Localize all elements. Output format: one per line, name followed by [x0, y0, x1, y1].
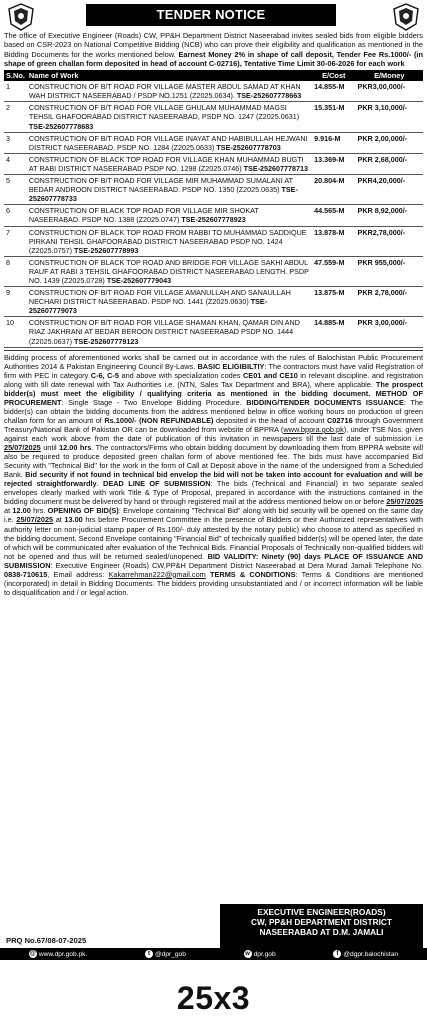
- government-emblem-icon: [389, 2, 423, 32]
- method-label: METHOD OF PROCUREMENT: [4, 388, 423, 407]
- work-name: CONSTRUCTION OF BLACK TOP ROAD FOR VILLAGE KHAN MUHAMMAD BUGTI AT RABI DISTRICT NASEERABAD PSDP NO. 1298 (Z2025.0746): [28, 154, 304, 173]
- table-row: [4, 256, 423, 286]
- body-p3c: deposited in the head of account: [215, 415, 325, 425]
- tender-fee: Rs.1000/- (NON REFUNDABLE): [104, 415, 214, 425]
- signature-line-3: NASEERABAD AT D.M. JAMALI: [259, 927, 384, 937]
- table-row: [4, 226, 423, 256]
- cell-emoney: PKR 2,68,000/-: [357, 154, 408, 164]
- cell-sno: 9: [6, 288, 10, 298]
- cell-emoney: PKR 2,00,000/-: [357, 133, 408, 143]
- signature-line-1: EXECUTIVE ENGINEER(ROADS): [257, 907, 386, 917]
- signature-block: [220, 904, 423, 948]
- cell-sno: 1: [6, 82, 10, 92]
- table-row: [4, 287, 423, 317]
- work-name: CONSTRUCTION OF B/T ROAD FOR VILLAGE SHAMAN KHAN, QAMAR DIN AND RIAZ JAKHRANI AT BEDAR BEROON DISTRICT NASEERABAD PSDP NO. 1444 (Z2025.0637): [28, 318, 300, 346]
- cell-ecost: 14.855-M: [314, 82, 345, 92]
- body-p1: Bidding process of aforementioned works shall be carried out in accordance with the rules of Balochistan Public Procurement Authorities 2014 & Pakistan Engineering Council By-Laws.: [4, 352, 423, 371]
- body-p2b: and above with specialization codes: [121, 370, 241, 380]
- header-emoney: E/Money: [356, 70, 423, 81]
- cell-emoney: PKR 3,00,000/-: [357, 318, 408, 328]
- work-name: CONSTRUCTION OF B/T ROAD FOR VILLAGE GHULAM MUHAMMAD MAGSI TEHSIL GHAFOORABAD DISTRICT NASEERABAD, PSDP NO. 1247 (Z2025.0631): [28, 103, 300, 122]
- cell-ecost: 14.885-M: [314, 318, 345, 328]
- table-row: [4, 153, 423, 174]
- header: [0, 0, 427, 34]
- tse-number: TSE-252607778733: [28, 185, 298, 204]
- submission-time: 12.00: [12, 506, 31, 516]
- cell-emoney: PKR 8,92,000/-: [357, 206, 408, 216]
- tse-number: TSE-252607778683: [28, 121, 94, 131]
- twitter-icon: t: [145, 950, 153, 958]
- facebook-icon: f: [333, 950, 341, 958]
- ad-size-tag: 25x3: [176, 980, 251, 1016]
- table-row: [4, 132, 423, 153]
- cell-name: [27, 226, 312, 256]
- body-p4a: : The bids (Technical and Financial) in two separate sealed envelopes clearly marked with work Title & Type of Proposal, prepared in accordance with the instructions contained in the bidding document must be delivered by hand or through registered mail at the address mentioned below on or before: [4, 479, 423, 507]
- body-p4f: hrs before Procurement Committee in the presence of Bidders or their Authorized representatives with authority letter on non-judicial stamp paper of Rs.100/- duly attested by the notary public) who choose to attend as specified in the bidding document. Second Envelope containing "Financial Bid" of technically qualified bidder(s) will be opened later, the date of which will be communicated after evaluation of the Technical Bids. Financial Proposals of Technically non-qualified bidders will not be opened and thus will be returned sealed/unopened.: [4, 515, 424, 561]
- body-p3b: : The bidder(s) can obtain the bidding documents from the address mentioned below in office working hours on production of green challan form for an amount of: [4, 397, 423, 425]
- body-p5b: , Email address:: [47, 569, 105, 579]
- specialization-codes: CE01 and CE10: [243, 370, 298, 380]
- cell-ecost: 20.804-M: [314, 176, 345, 186]
- cell-name: [27, 287, 312, 317]
- intro-paragraph: [0, 31, 427, 68]
- table-row: [4, 102, 423, 132]
- terms-label: TERMS & CONDITIONS: [210, 569, 296, 579]
- intro-emphasis: Earnest Money 2% in shape of call deposit, Tender Fee Rs.1000/- (in shape of green challan form deposited in head of account C-02716), Tentative Time Limit 30-06-2026 for each work: [4, 49, 423, 68]
- place-label: PLACE OF ISSUANCE AND SUBMISSION: [4, 551, 424, 570]
- work-name: CONSTRUCTION OF BLACK TOP ROAD AND BRIDGE FOR VILLAGE SAKHI ABDUL RAUF AT RABI 3 TEHSIL GHAFOORABAD DISTRICT NASEERABAD LENGTH. PSDP NO. 1439 (Z2025.0728): [28, 257, 309, 285]
- government-emblem-icon: [4, 2, 38, 32]
- cell-name: [27, 132, 312, 153]
- work-name: CONSTRUCTION OF BLACK TOP ROAD FROM RABBI TO MUHAMMAD SADDIQUE PIRKANI TEHSIL GHAFOORABAD DISTRICT NASEERABAD PSDP NO. 1424 (Z2025.0757): [28, 227, 307, 255]
- work-name: CONSTRUCTION OF B/T ROAD FOR VILLAGE MIR MUHAMMAD SUMALANI AT BEDAR ANDROON DISTRICT NASEERABAD. PSDP NO. 1350 (Z2025.0635): [28, 176, 293, 195]
- cell-emoney: PKR 2,78,000/-: [357, 288, 408, 298]
- account-head: C02716: [326, 415, 353, 425]
- body-p3f: until: [43, 443, 57, 453]
- tse-number: TSE-252607779043: [106, 275, 172, 285]
- footer-facebook-text: @dgpr.balochistan: [343, 950, 399, 958]
- cell-ecost: 15.351-M: [314, 103, 345, 113]
- signature-line-2: CW, PP&H DEPARTMENT DISTRICT: [251, 917, 392, 927]
- footer-web-text: www.dpr.gob.pk.: [38, 950, 88, 958]
- cell-name: [27, 153, 312, 174]
- table-row: [4, 205, 423, 226]
- cell-name: [27, 175, 312, 205]
- cell-ecost: 13.878-M: [314, 227, 345, 237]
- page-title: TENDER NOTICE: [86, 4, 336, 26]
- footer-bar: [0, 948, 427, 960]
- footer-web[interactable]: [29, 950, 87, 958]
- cell-name: [27, 317, 312, 347]
- work-name: CONSTRUCTION OF B/T ROAD FOR VILLAGE MASTER ABDUL SAMAD AT KHAN WAH DISTRICT NASEERABAD / PSDP NO.1251 (Z2025.0634).: [28, 82, 301, 101]
- cell-ecost: 13.875-M: [314, 288, 345, 298]
- cell-sno: 6: [6, 206, 10, 216]
- terms-body: Bidding process of aforementioned works shall be carried out in accordance with the rules of Balochistan Public Procurement Authorities 2014 & Pakistan Engineering Council By-Laws. BASIC ELIGIBILTIY: The contractors must have valid Registration of firm with PEC in category C-6, C-5 and above with specialization codes CE01 and CE10 in relevant discipline. and registration along with till date renewal with Tax Authorities i.e. (NTN, Sales Tax Department and BRA), where applicable. The prospect bidder(s) must meet the eligibility / qualifying criteria as mentioned in the bidding document. METHOD OF PROCUREMENT: Single Stage - Two Envelope Bidding Procedure. BIDDING/TENDER DOCUMENTS ISSUANCE: The bidder(s) can obtain the bidding documents from the address mentioned below in office working hours on production of green challan form for an amount of Rs.1000/- (NON REFUNDABLE) deposited in the head of account C02716 through Government Treasury/National Bank of Pakistan OR can be downloaded from website of BPPRA (www.bppra.gob.pk), under TSE Nos. given against each work above from the date of publication of this invitation in newspapers till the last date of submission i.e 25/07/2025 until 12.00 hrs. The contractors/Firms who obtain bidding document by downloading them from BPPRA website will also be required to produce deposited green challan form of above mentioned fee. The bids must have accompanied Bid Security with "Technical Bid" for the work in the form of Call at Deposit above in the name of the undersigned from a Scheduled Bank. Bid security if not found in technical bid envelop the bid will not be taken into account for evaluation and will be rejected straightforwardly. DEAD LINE OF SUBMISSION: The bids (Technical and Financial) in two separate sealed envelopes clearly marked with work Title & Type of Proposal, prepared in accordance with the instructions contained in the bidding document must be delivered by hand or through registered mail at the address mentioned below on or before 25/07/2025 at 12.00 hrs. OPENING OF BID(S): Envelope containing "Technical Bid" along with bid security will be opened on the same day i.e. 25/07/2025 at 13.00 hrs before Procurement Committee in the presence of Bidders or their Authorized representatives with authority letter on non-judicial stamp paper of Rs.100/- duly attested by the notary public) who choose to attend as specified in the bidding document. Second Envelope containing "Financial Bid" of technically qualified bidder(s) will be opened later, the date of which will be communicated after evaluation of the Technical Bids. Financial Proposals of Technically non-qualified bidders will not be opened and thus will be returned sealed/unopened. BID VALIDITY: Ninety (90) days PLACE OF ISSUANCE AND SUBMISSION: Executive Engineer (Roads) CW,PP&H Department District Naseerabad at Dera Murad Jamali Telephone No. 0838-710615, Email address: Kakarrehman222@gmail.com TERMS & CONDITIONS: Terms & Conditions are mentioned (incorporated) in detail in Bidding Documents. The bidders providing unsubstantiated and / or incorrect information will be liable to disqualification and / or legal action.: [4, 350, 423, 597]
- cell-name: [27, 102, 312, 132]
- body-p2a: : The contractors must have valid Registration of firm with PEC in category: [4, 361, 424, 380]
- last-date: 25/07/2025: [4, 443, 41, 453]
- body-p4e: at: [55, 515, 62, 525]
- table-header-row: [4, 70, 423, 81]
- table-row: [4, 175, 423, 205]
- cell-ecost: 44.565-M: [314, 206, 345, 216]
- body-p4d: : Envelope containing "Technical Bid" along with bid security will be opened on the same day i.e.: [4, 506, 423, 525]
- pec-categories: C-6, C-5: [90, 370, 119, 380]
- work-name: CONSTRUCTION OF B/T ROAD FOR VILLAGE INAYAT AND HABIBULLAH HEJWANI DISTRICT NASEERABAD. PSDP NO. 1284 (Z2025.0633): [28, 133, 308, 152]
- footer-twitter-text: @dpr_gob: [154, 950, 186, 958]
- tse-number: TSE-252607779123: [74, 336, 139, 346]
- footer-facebook[interactable]: [333, 950, 398, 958]
- cell-emoney: PKR2,78,000/-: [357, 227, 406, 237]
- tse-number: TSE-252607778703: [216, 142, 281, 152]
- deadline-label: DEAD LINE OF SUBMISSION: [103, 479, 211, 489]
- body-p4c: hrs.: [33, 506, 46, 516]
- works-table: [4, 70, 423, 347]
- issuance-label: BIDDING/TENDER DOCUMENTS ISSUANCE: [246, 397, 404, 407]
- email-link[interactable]: Kakarrehman222@gmail.com: [108, 569, 206, 579]
- table-row: [4, 317, 423, 347]
- cell-name: [27, 205, 312, 226]
- cell-emoney: PKR 955,000/-: [357, 257, 406, 267]
- tse-number: TSE-252607778923: [181, 215, 246, 225]
- body-p3a: : Single Stage - Two Envelope Bidding Procedure.: [61, 397, 242, 407]
- cell-ecost: 13.369-M: [314, 154, 345, 164]
- body-p3e: ), under TSE Nos. given against each work above from the date of publication of this invitation in newspapers till the last date of submission i.e: [4, 425, 423, 444]
- cell-sno: 7: [6, 227, 10, 237]
- tse-number: TSE-252607778663: [236, 91, 302, 101]
- work-name: CONSTRUCTION OF BLACK TOP ROAD FOR VILLAGE MIR SHOKAT NASEERABAD. PSDP NO. 1388 (Z2025.0747): [28, 206, 259, 225]
- intro-text: The office of Executive Engineer (Roads) CW, PP&H Department District Naseerabad invites sealed bids from eligible bidders based on CSR-2023 on National Competitive Bidding (NCB) who can prove their eligibility and qualification as mentioned in the Bidding Documents for the works mentioned below.: [4, 31, 423, 59]
- validity-label: BID VALIDITY: [207, 551, 256, 561]
- cell-emoney: PKR3,00,000/-: [357, 82, 406, 92]
- work-name: CONSTRUCTION OF B/T ROAD FOR VILLAGE AMANULLAH AND SANAULLAH NECHARI DISTRICT NASEERABAD. PSDP NO. 1441 (Z2025.0630): [28, 288, 291, 307]
- cell-ecost: 9.916-M: [314, 133, 341, 143]
- cell-ecost: 47.559-M: [314, 257, 345, 267]
- body-p3h: Bid security if not found in technical bid envelop the bid will not be taken into account for evaluation and will be rejected straightforwardly: [4, 470, 423, 489]
- cell-name: [27, 256, 312, 286]
- body-p2d: The prospect bidder(s) must meet the eligibility / qualifying criteria as mentioned in the bidding document.: [4, 379, 423, 398]
- validity-value: : Ninety (90) days: [255, 551, 321, 561]
- opening-date: 25/07/2025: [16, 515, 54, 525]
- prq-number: PRQ No.67/08-07-2025: [6, 936, 87, 945]
- cell-name: [27, 81, 312, 102]
- web-icon: w: [245, 951, 250, 957]
- eligibility-label: BASIC ELIGIBILTIY: [197, 361, 265, 371]
- table-row: [4, 81, 423, 102]
- cell-sno: 8: [6, 257, 10, 267]
- cell-sno: 2: [6, 103, 10, 113]
- body-p3g: . The contractors/Firms who obtain bidding document by downloading them from BPPRA website will also be required to produce deposited green challan form of above mentioned fee. The bids must have accompanied Bid Security with "Technical Bid" for the work in the form of Call at Deposit above in the name of the undersigned from a Scheduled Bank.: [4, 443, 423, 480]
- footer-twitter[interactable]: [145, 950, 186, 958]
- body-p5c: : Terms & Conditions are mentioned (incorporated) in detail in Bidding Documents. The bidders providing unsubstantiated and / or incorrect information will be liable to disqualification and / or legal action.: [4, 569, 423, 597]
- bppra-link[interactable]: www.bppra.gob.pk: [283, 425, 344, 434]
- tse-number: TSE-252607779073: [28, 297, 268, 316]
- body-p3d: through Government Treasury/National Bank of Pakistan OR can be downloaded from website of BPPRA (: [4, 415, 424, 434]
- last-time: 12.00 hrs: [59, 443, 92, 453]
- cell-sno: 3: [6, 133, 10, 143]
- footer-site2-text: dpr.gob: [253, 950, 276, 958]
- cell-sno: 5: [6, 176, 10, 186]
- header-ecost: E/Cost: [312, 70, 355, 81]
- cell-emoney: PKR4,20,000/-: [357, 176, 406, 186]
- cell-sno: 4: [6, 154, 10, 164]
- opening-time: 13.00: [64, 515, 83, 525]
- globe-icon: @: [29, 951, 36, 957]
- tse-number: TSE-252607778993: [74, 245, 139, 255]
- cell-sno: 10: [6, 318, 14, 328]
- footer-site2[interactable]: [244, 950, 276, 958]
- body-p4b: at: [4, 506, 11, 516]
- cell-emoney: PKR 3,10,000/-: [357, 103, 408, 113]
- header-name: Name of Work: [27, 70, 312, 81]
- header-sno: S.No.: [6, 71, 25, 81]
- opening-label: OPENING OF BID(S): [47, 506, 119, 516]
- tse-number: TSE-252607778713: [243, 163, 309, 173]
- body-p2c: in relevant discipline. and registration along with till date renewal with Tax Authorities i.e. (NTN, Sales Tax Department and BRA), where applicable.: [4, 370, 423, 389]
- body-p5a: : Executive Engineer (Roads) CW,PP&H Department District Naseerabad at Dera Murad Jamali Telephone No.: [50, 560, 423, 570]
- phone-number: 0838-710615: [4, 569, 48, 579]
- submission-date: 25/07/2025: [386, 497, 423, 507]
